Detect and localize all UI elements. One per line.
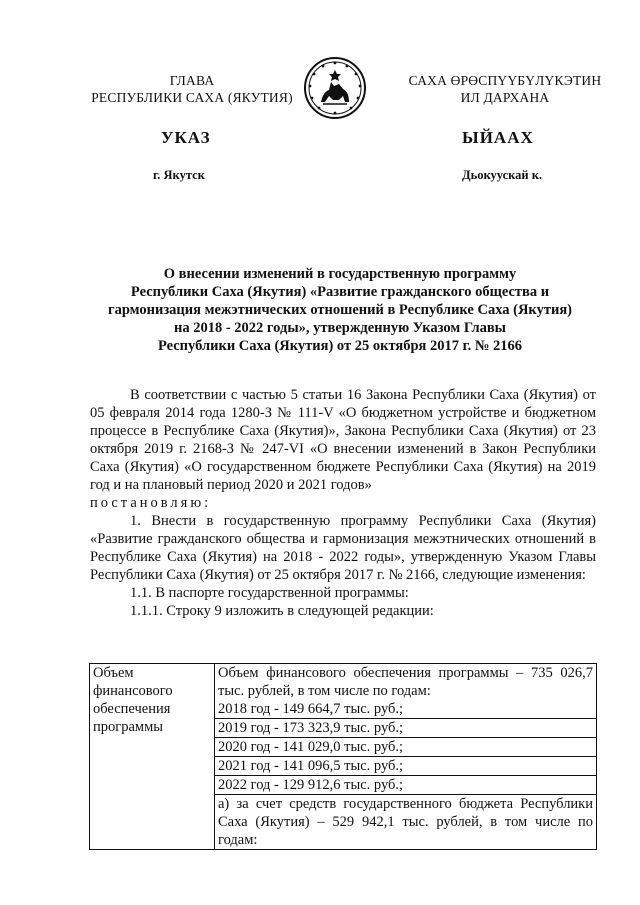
table-line: 2020 год - 141 029,0 тыс. руб.; [215,738,596,757]
decree-title-ru: УКАЗ [161,128,211,147]
heading-line: Республики Саха (Якутия) «Развитие гражданского общества и [130,284,550,300]
passport-table [89,663,597,850]
heading-line: Республики Саха (Якутия) от 25 октября 2017 г. № 2166 [157,338,523,354]
body-resolve: постановляю: [90,495,212,511]
heading-line: гармонизация межэтнических отношений в Республике Саха (Якутия) [108,302,572,318]
coat-of-arms-emblem-icon [303,56,367,120]
table-cell-label: Объем финансового обеспечения программы [90,664,215,850]
table-line: 2018 год - 149 664,7 тыс. руб.; [215,700,596,719]
table-cell-value [215,664,597,850]
heading-line: на 2018 - 2022 годы», утвержденную Указом Главы [174,320,506,336]
table-row [90,664,597,850]
header-right-line2: ИЛ ДАРХАНА [460,90,550,105]
decree-title-sakha: ЫЙААХ [462,128,534,147]
body-paragraph-item1-1: 1.1. В паспорте государственной программы: [130,585,409,601]
header-left-line2: РЕСПУБЛИКИ САХА (ЯКУТИЯ) [91,90,293,105]
city-ru: г. Якутск [153,168,205,182]
heading-line: О внесении изменений в государственную программу [163,266,517,282]
body-paragraph-basis: В соответствии с частью 5 статьи 16 Закона Республики Саха (Якутия) от 05 февраля 2014 года 1280-З № 111-V «О бюджетном устройстве и бюджетном процессе в Республике Саха (Якутия)», Закона Республики Саха (Якутия) от 23 октября 2019 г. 2168-З № 247-VI «О внесении изменений в Закон Республики Саха (Якутия) «О государственном бюджете Республики Саха (Якутия) на 2019 год и на плановый период 2020 и 2021 годов» [90,387,596,493]
table-line: Объем финансового обеспечения программы – 735 026,7 тыс. рублей, в том числе по годам: [218,665,593,699]
table-line: 2022 год - 129 912,6 тыс. руб.; [215,776,596,795]
header-left-line1: ГЛАВА [169,73,215,88]
decree-heading [90,265,590,355]
header-right-line1: САХА ӨРӨСПҮҮБҮЛҮКЭТИН [408,73,602,88]
table-line: а) за счет средств государственного бюджета Республики Саха (Якутия) – 529 942,1 тыс. рублей, в том числе по годам: [218,796,593,848]
table-line: 2021 год - 141 096,5 тыс. руб.; [215,757,596,776]
body-paragraph-item1: 1. Внести в государственную программу Республики Саха (Якутия) «Развитие гражданского общества и гармонизация межэтнических отношений в Республике Саха (Якутия) на 2018 - 2022 годы», утвержденную Указом Главы Республики Саха (Якутия) от 25 октября 2017 г. № 2166, следующие изменения: [90,513,596,583]
header-right [390,72,620,106]
table-line: 2019 год - 173 323,9 тыс. руб.; [215,719,596,738]
body-paragraph-item1-1-1: 1.1.1. Строку 9 изложить в следующей редакции: [130,603,434,619]
header-left [72,72,312,106]
city-sakha: Дьокуускай к. [462,168,543,182]
decree-body [90,386,596,620]
